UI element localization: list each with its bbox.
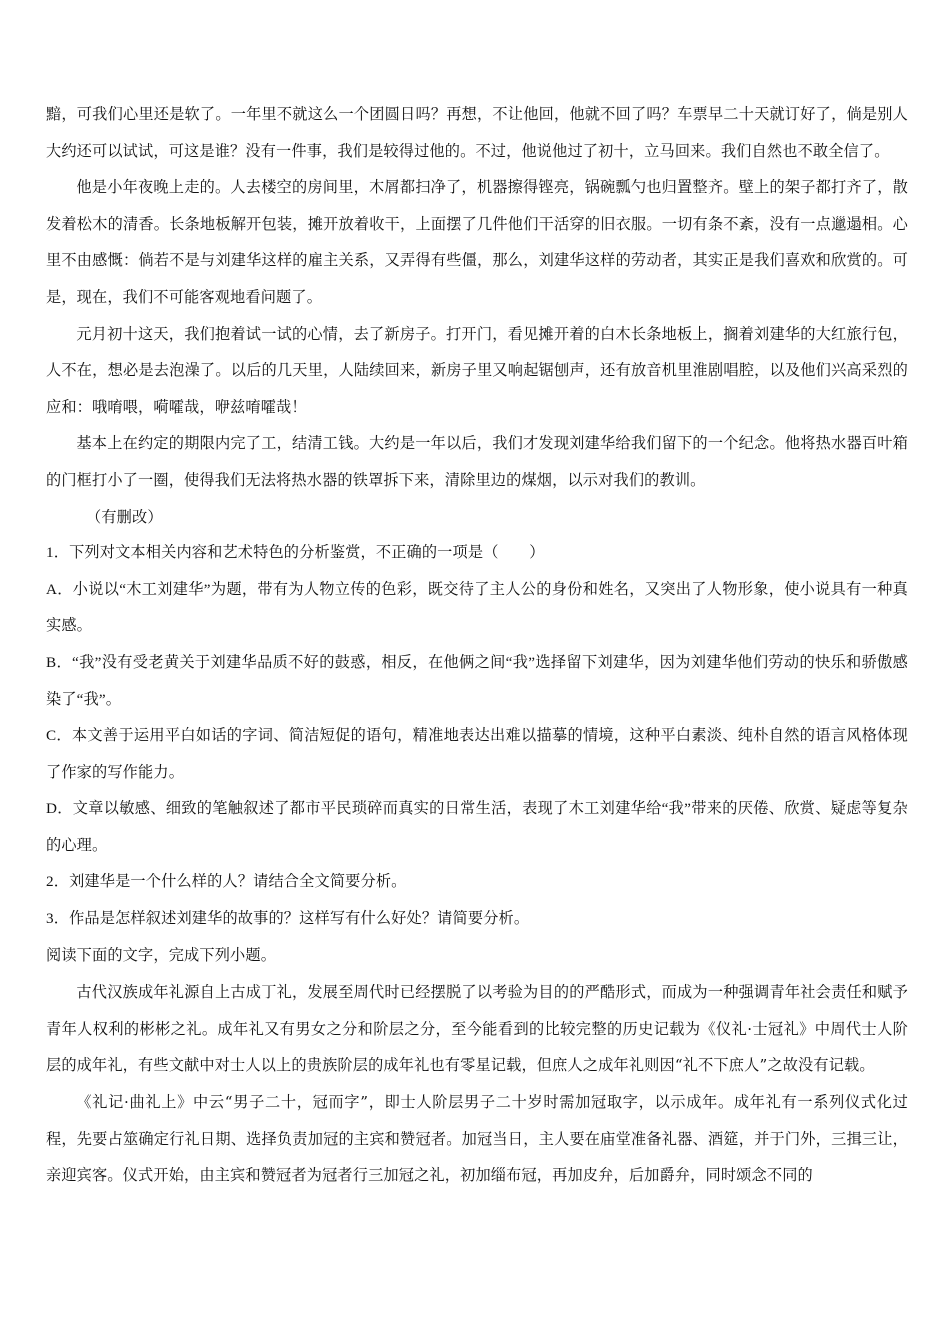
passage1-paragraph-4: 基本上在约定的期限内完了工，结清工钱。大约是一年以后，我们才发现刘建华给我们留下的一个纪念。他将热水器百叶箱的门框打小了一圈，使得我们无法将热水器的铁罩拆下来，清除里边的煤烟，以示对我们的教训。 (46, 434, 908, 489)
passage1-paragraph-1: 黯，可我们心里还是软了。一年里不就这么一个团圆日吗？再想，不让他回，他就不回了吗？车票早二十天就订好了，倘是别人大约还可以试试，可这是谁？没有一件事，我们是较得过他的。不过，他说他过了初十，立马回来。我们自然也不敢全信了。 (46, 105, 908, 160)
question-2: 2．刘建华是一个什么样的人？请结合全文简要分析。 (46, 873, 407, 891)
passage2-paragraph-2: 《礼记·曲礼上》中云“男子二十，冠而字”，即士人阶层男子二十岁时需加冠取字，以示成年。成年礼有一系列仪式化过程，先要占筮确定行礼日期、选择负责加冠的主宾和赞冠者。加冠当日，主人要在庙堂准备礼器、酒筵，并于门外，三揖三让，亲迎宾客。仪式开始，由主宾和赞冠者为冠者行三加冠之礼，初加缁布冠，再加皮弁，后加爵弁，同时颂念不同的 (46, 1093, 908, 1185)
passage2-paragraph-1: 古代汉族成年礼源自上古成丁礼，发展至周代时已经摆脱了以考验为目的的严酷形式，而成为一种强调青年社会责任和赋予青年人权利的彬彬之礼。成年礼又有男女之分和阶层之分，至今能看到的比较完整的历史记载为《仪礼·士冠礼》中周代士人阶层的成年礼，有些文献中对士人以上的贵族阶层的成年礼也有零星记载，但庶人之成年礼则因“礼不下庶人”之故没有记载。 (46, 983, 908, 1075)
source-note: （有删改） (86, 507, 163, 526)
passage1-paragraph-3: 元月初十这天，我们抱着试一试的心情，去了新房子。打开门，看见摊开着的白木长条地板上，搁着刘建华的大红旅行包，人不在，想必是去泡澡了。以后的几天里，人陆续回来，新房子里又响起锯刨声，还有放音机里淮剧唱腔，以及他们兴高采烈的应和：哦唷喂，嗬嚯哉，咿兹唷嚯哉！ (46, 324, 908, 416)
question-1-option-c: C．本文善于运用平白如话的字词、简洁短促的语句，精准地表达出难以描摹的情境，这种平白素淡、纯朴自然的语言风格体现了作家的写作能力。 (46, 727, 908, 781)
passage2-intro: 阅读下面的文字，完成下列小题。 (46, 946, 277, 964)
passage1-paragraph-2: 他是小年夜晚上走的。人去楼空的房间里，木屑都扫净了，机器擦得铿亮，锅碗瓢勺也归置整齐。壁上的架子都打齐了，散发着松木的清香。长条地板解开包装，摊开放着收干，上面摆了几件他们干活穿的旧衣服。一切有条不紊，没有一点邋遢相。心里不由感慨：倘若不是与刘建华这样的雇主关系，又弄得有些僵，那么，刘建华这样的劳动者，其实正是我们喜欢和欣赏的。可是，现在，我们不可能客观地看问题了。 (46, 178, 908, 306)
question-1-option-a: A．小说以“木工刘建华”为题，带有为人物立传的色彩，既交待了主人公的身份和姓名，又突出了人物形象，使小说具有一种真实感。 (46, 580, 908, 635)
question-1: 1．下列对文本相关内容和艺术特色的分析鉴赏，不正确的一项是（ ） (46, 544, 545, 562)
question-3: 3．作品是怎样叙述刘建华的故事的？这样写有什么好处？请简要分析。 (46, 910, 530, 928)
document-page (46, 96, 908, 1194)
question-1-option-b: B．“我”没有受老黄关于刘建华品质不好的鼓惑，相反，在他俩之间“我”选择留下刘建华，因为刘建华他们劳动的快乐和骄傲感染了“我”。 (46, 653, 908, 708)
question-1-option-d: D．文章以敏感、细致的笔触叙述了都市平民琐碎而真实的日常生活，表现了木工刘建华给“我”带来的厌倦、欣赏、疑虑等复杂的心理。 (46, 800, 908, 854)
